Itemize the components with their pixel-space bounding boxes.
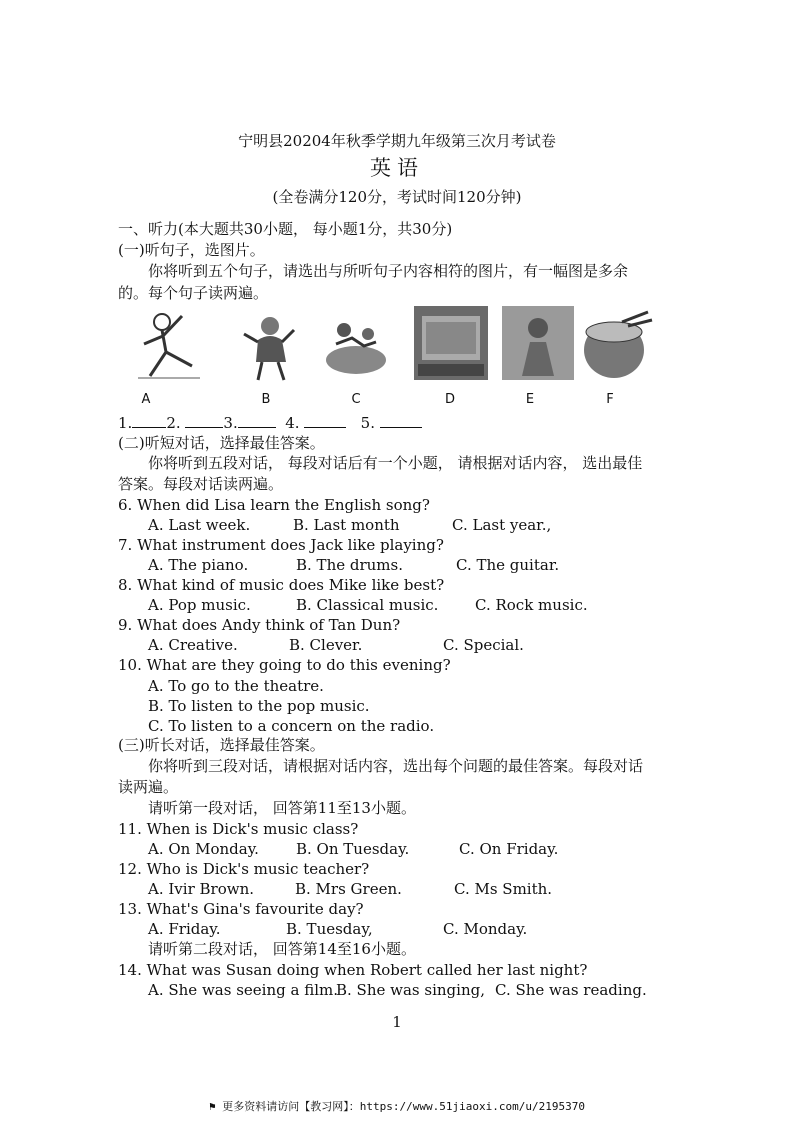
- picture-label-f: F: [606, 392, 614, 407]
- option-7b: B. The drums.: [296, 556, 403, 574]
- option-8b: B. Classical music.: [296, 596, 439, 614]
- score-info: (全卷满分120分，考试时间120分钟): [272, 188, 522, 206]
- question-9: 9. What does Andy think of Tan Dun?: [118, 616, 401, 634]
- page-number: 1: [392, 1013, 402, 1031]
- exam-title: 宁明县20204年秋季学期九年级第三次月考试卷: [238, 132, 556, 150]
- question-13: 13. What's Gina's favourite day?: [118, 900, 364, 918]
- option-13b: B. Tuesday,: [286, 920, 373, 938]
- footer-link[interactable]: ⚑ 更多资料请访问【教习网】：https://www.51jiaoxi.com/u/2195370: [209, 1100, 585, 1113]
- dancer-picture: [228, 304, 308, 384]
- option-14c: C. She was reading.: [495, 981, 647, 999]
- question-7: 7. What instrument does Jack like playing?: [118, 536, 444, 554]
- picture-label-e: E: [525, 392, 535, 407]
- option-8c: C. Rock music.: [475, 596, 588, 614]
- picture-label-b: B: [261, 392, 271, 407]
- option-6c: C. Last year.,: [452, 516, 552, 534]
- opera-picture: [500, 304, 576, 384]
- picture-label-a: A: [141, 392, 151, 407]
- blank-2[interactable]: [185, 413, 223, 428]
- performers-picture: [316, 304, 396, 384]
- option-14a: A. She was seeing a film.: [148, 981, 338, 999]
- dialog2-intro: 请听第二段对话， 回答第14至16小题。: [148, 940, 416, 958]
- part2-heading: (二)听短对话，选择最佳答案。: [118, 434, 325, 452]
- flag-icon: ⚑: [209, 1100, 223, 1113]
- part2-instruction-cont: 答案。每段对话读两遍。: [118, 475, 284, 493]
- option-14b: B. She was singing,: [336, 981, 485, 999]
- stage-picture: [412, 304, 490, 384]
- option-11c: C. On Friday.: [459, 840, 559, 858]
- part3-instruction-cont: 读两遍。: [118, 778, 179, 796]
- option-6b: B. Last month: [293, 516, 400, 534]
- picture-label-c: C: [351, 392, 361, 407]
- drum-picture: [578, 304, 658, 384]
- option-11a: A. On Monday.: [148, 840, 259, 858]
- option-13c: C. Monday.: [443, 920, 528, 938]
- picture-row: [130, 304, 670, 408]
- part1-instruction: 你将听到五个句子，请选出与所听句子内容相符的图片，有一幅图是多余: [148, 262, 629, 280]
- option-13a: A. Friday.: [148, 920, 221, 938]
- blank-5[interactable]: [380, 413, 422, 428]
- question-10: 10. What are they going to do this evening?: [118, 656, 451, 674]
- question-6: 6. When did Lisa learn the English song?: [118, 496, 430, 514]
- picture-label-d: D: [444, 392, 455, 407]
- option-7a: A. The piano.: [148, 556, 249, 574]
- answer-blanks: 1. 2. 3. 4. 5.: [118, 413, 422, 433]
- part3-heading: (三)听长对话，选择最佳答案。: [118, 736, 325, 754]
- blank-1[interactable]: [132, 413, 166, 428]
- option-6a: A. Last week.: [148, 516, 251, 534]
- subject-title: 英语: [370, 156, 424, 180]
- option-12b: B. Mrs Green.: [295, 880, 402, 898]
- part3-instruction: 你将听到三段对话，请根据对话内容，选出每个问题的最佳答案。每段对话: [148, 757, 644, 775]
- question-14: 14. What was Susan doing when Robert called her last night?: [118, 961, 588, 979]
- blank-4[interactable]: [304, 413, 346, 428]
- dialog1-intro: 请听第一段对话， 回答第11至13小题。: [148, 799, 416, 817]
- option-12a: A. Ivir Brown.: [148, 880, 254, 898]
- option-7c: C. The guitar.: [456, 556, 560, 574]
- option-8a: A. Pop music.: [148, 596, 251, 614]
- option-10a: A. To go to the theatre.: [148, 677, 324, 695]
- option-10c: C. To listen to a concern on the radio.: [148, 717, 435, 735]
- part2-instruction: 你将听到五段对话， 每段对话后有一个小题， 请根据对话内容， 选出最佳: [148, 454, 643, 472]
- question-11: 11. When is Dick's music class?: [118, 820, 359, 838]
- question-8: 8. What kind of music does Mike like best?: [118, 576, 445, 594]
- blank-3[interactable]: [238, 413, 276, 428]
- option-10b: B. To listen to the pop music.: [148, 697, 370, 715]
- option-9a: A. Creative.: [148, 636, 238, 654]
- question-12: 12. Who is Dick's music teacher?: [118, 860, 370, 878]
- option-9b: B. Clever.: [289, 636, 363, 654]
- section-heading: 一、听力(本大题共30小题， 每小题1分，共30分): [118, 220, 453, 238]
- option-12c: C. Ms Smith.: [454, 880, 553, 898]
- kungfu-picture: [130, 304, 210, 384]
- option-9c: C. Special.: [443, 636, 524, 654]
- part1-instruction-cont: 的。每个句子读两遍。: [118, 284, 269, 302]
- option-11b: B. On Tuesday.: [296, 840, 410, 858]
- part1-heading: (一)听句子，选图片。: [118, 241, 265, 259]
